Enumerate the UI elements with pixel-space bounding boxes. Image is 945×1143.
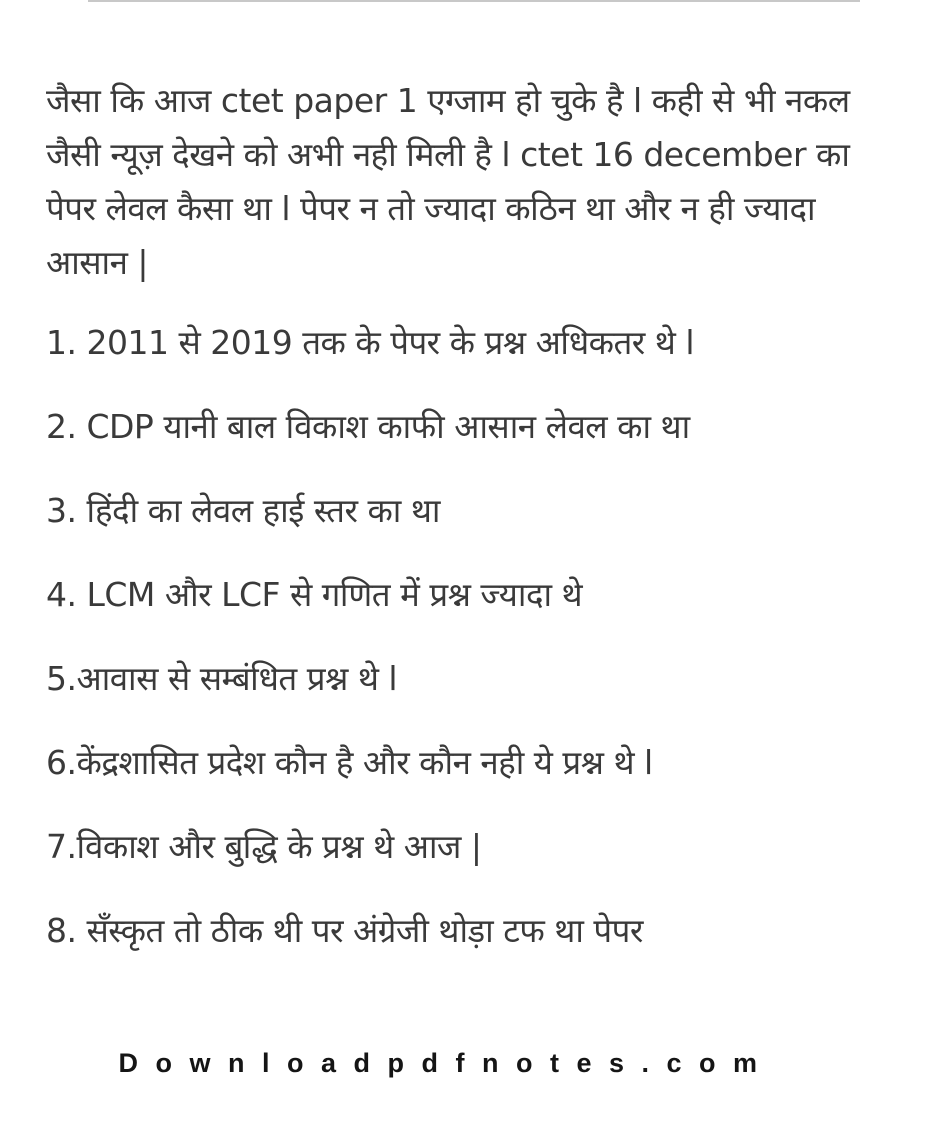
intro-paragraph: जैसा कि आज ctet paper 1 एग्जाम हो चुके है l कही से भी नकल जैसी न्यूज़ देखने को अभी नही मिली है l ctet 16 december का पेपर लेवल कैसा था l पेपर न तो ज्यादा कठिन था और न ही ज्यादा आसान |: [46, 81, 850, 282]
article-body: [46, 74, 906, 953]
watermark-text: Downloadpdfnotes.com: [118, 1048, 775, 1078]
list-item: 4. LCM और LCF से गणित में प्रश्न ज्यादा थे: [46, 575, 583, 614]
list-item: 1. 2011 से 2019 तक के पेपर के प्रश्न अधिकतर थे l: [46, 323, 695, 362]
list-item: 7.विकाश और बुद्धि के प्रश्न थे आज |: [46, 827, 482, 866]
top-divider: [88, 0, 860, 2]
points-list: [46, 321, 906, 953]
list-item: 6.केंद्रशासित प्रदेश कौन है और कौन नही ये प्रश्न थे l: [46, 743, 653, 782]
list-item: 8. सँस्कृत तो ठीक थी पर अंग्रेजी थोड़ा टफ था पेपर: [46, 911, 643, 950]
list-item: 2. CDP यानी बाल विकाश काफी आसान लेवल का था: [46, 407, 690, 446]
list-item: 5.आवास से सम्बंधित प्रश्न थे l: [46, 659, 398, 698]
list-item: 3. हिंदी का लेवल हाई स्तर का था: [46, 491, 440, 530]
